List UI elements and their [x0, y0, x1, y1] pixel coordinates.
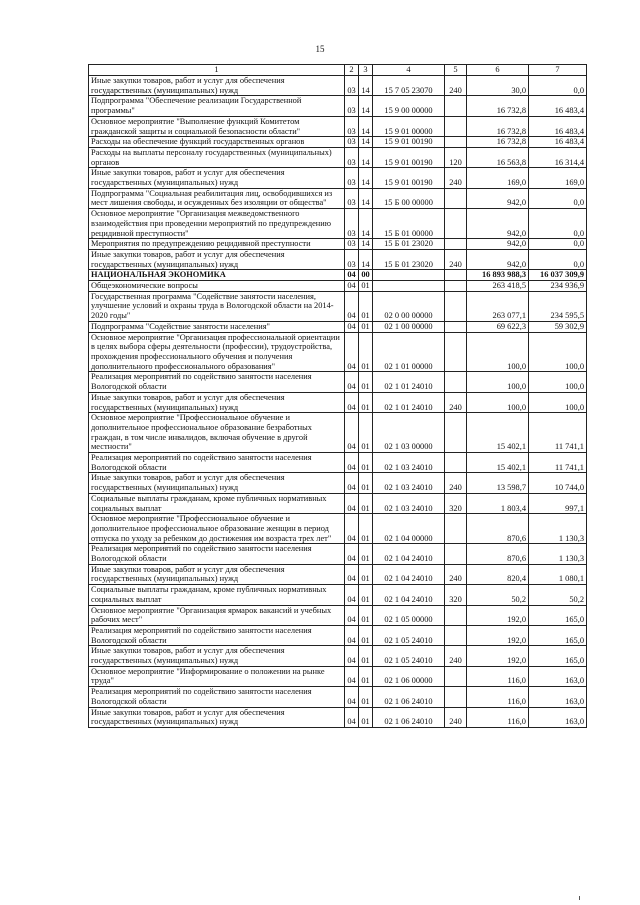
cell-expense-type: 120: [445, 147, 467, 167]
cell-name: Мероприятия по предупреждению рецидивной преступности: [89, 239, 345, 250]
cell-expense-type: [445, 544, 467, 564]
cell-target-code: 02 1 04 24010: [373, 585, 445, 605]
table-row: [89, 372, 587, 392]
cell-amount-2: 1 080,1: [529, 564, 587, 584]
cell-target-code: 02 1 05 00000: [373, 605, 445, 625]
cell-section: 04: [345, 281, 359, 292]
cell-subsection: 01: [359, 585, 373, 605]
table-row: [89, 249, 587, 269]
cell-target-code: 02 1 06 24010: [373, 707, 445, 727]
cell-amount-2: 234 595,5: [529, 291, 587, 321]
cell-expense-type: [445, 270, 467, 281]
cell-target-code: 02 1 03 00000: [373, 413, 445, 453]
cell-target-code: 15 7 05 23070: [373, 76, 445, 96]
cell-section: 04: [345, 564, 359, 584]
cell-name: Реализация мероприятий по содействию занятости населения Вологодской области: [89, 687, 345, 707]
cell-section: 04: [345, 514, 359, 544]
cell-target-code: 15 9 01 00000: [373, 116, 445, 136]
cell-expense-type: [445, 321, 467, 332]
cell-amount-1: 263 077,1: [467, 291, 529, 321]
cell-target-code: 02 1 01 24010: [373, 372, 445, 392]
cell-subsection: 14: [359, 147, 373, 167]
cell-name: Подпрограмма "Социальная реабилитация лиц, освободившихся из мест лишения свободы, и осужденных без изоляции от общества": [89, 188, 345, 208]
cell-amount-1: 16 732,8: [467, 116, 529, 136]
cell-name: Расходы на выплаты персоналу государственных (муниципальных) органов: [89, 147, 345, 167]
cell-amount-2: 16 314,4: [529, 147, 587, 167]
table-row: [89, 646, 587, 666]
cell-expense-type: 240: [445, 707, 467, 727]
cell-target-code: 15 Б 01 23020: [373, 249, 445, 269]
cell-subsection: 14: [359, 188, 373, 208]
cell-amount-1: 16 563,8: [467, 147, 529, 167]
cell-expense-type: 240: [445, 168, 467, 188]
cell-section: 03: [345, 116, 359, 136]
cell-target-code: 02 1 04 00000: [373, 514, 445, 544]
cell-amount-1: 100,0: [467, 392, 529, 412]
cell-amount-2: 100,0: [529, 372, 587, 392]
cell-target-code: 02 1 05 24010: [373, 625, 445, 645]
cell-target-code: 02 1 06 00000: [373, 666, 445, 686]
column-header: 7: [529, 65, 587, 76]
column-header: 4: [373, 65, 445, 76]
cell-amount-1: 942,0: [467, 188, 529, 208]
cell-section: 04: [345, 707, 359, 727]
cell-subsection: 01: [359, 514, 373, 544]
cell-subsection: 00: [359, 270, 373, 281]
cell-amount-1: 263 418,5: [467, 281, 529, 292]
cell-name: Реализация мероприятий по содействию занятости населения Вологодской области: [89, 544, 345, 564]
cell-amount-1: 30,0: [467, 76, 529, 96]
cell-expense-type: [445, 96, 467, 116]
column-header: 2: [345, 65, 359, 76]
cell-amount-2: 100,0: [529, 332, 587, 372]
cell-name: Основное мероприятие "Организация профессиональной ориентации в целях выбора сферы деятельности (профессии), трудоустройства, прохождения профессионального обучения и получения дополнительного профессионального образования": [89, 332, 345, 372]
cell-amount-1: 820,4: [467, 564, 529, 584]
table-row: [89, 514, 587, 544]
budget-table: [88, 64, 587, 728]
table-row: [89, 96, 587, 116]
cell-section: 03: [345, 137, 359, 148]
cell-expense-type: [445, 239, 467, 250]
cell-target-code: 15 Б 01 00000: [373, 209, 445, 239]
cell-target-code: 02 1 01 00000: [373, 332, 445, 372]
cell-section: 04: [345, 291, 359, 321]
cell-section: 04: [345, 413, 359, 453]
cell-target-code: 02 1 01 24010: [373, 392, 445, 412]
cell-name: Иные закупки товаров, работ и услуг для обеспечения государственных (муниципальных) нужд: [89, 473, 345, 493]
table-row: [89, 413, 587, 453]
cell-expense-type: [445, 332, 467, 372]
table-row: [89, 473, 587, 493]
cell-amount-1: 942,0: [467, 239, 529, 250]
cell-amount-1: 192,0: [467, 646, 529, 666]
cell-amount-2: 165,0: [529, 605, 587, 625]
cell-target-code: 15 9 01 00190: [373, 147, 445, 167]
cell-name: Основное мероприятие "Профессиональное обучение и дополнительное профессиональное образование безработных граждан, в том числе инвалидов, включая обучение в другой местности": [89, 413, 345, 453]
cell-section: 03: [345, 168, 359, 188]
cell-amount-1: 16 732,8: [467, 137, 529, 148]
cell-section: 03: [345, 147, 359, 167]
cell-subsection: 01: [359, 544, 373, 564]
cell-name: Иные закупки товаров, работ и услуг для обеспечения государственных (муниципальных) нужд: [89, 76, 345, 96]
cell-target-code: 02 1 03 24010: [373, 453, 445, 473]
budget-table-body: [89, 65, 587, 728]
cell-name: Основное мероприятие "Организация ярмарок вакансий и учебных рабочих мест": [89, 605, 345, 625]
cell-section: 04: [345, 666, 359, 686]
cell-amount-1: 16 893 988,3: [467, 270, 529, 281]
cell-subsection: 14: [359, 96, 373, 116]
cell-target-code: [373, 270, 445, 281]
cell-amount-2: 16 483,4: [529, 116, 587, 136]
table-row: [89, 453, 587, 473]
cell-section: 04: [345, 321, 359, 332]
cell-target-code: 15 9 01 00190: [373, 137, 445, 148]
cell-amount-1: 15 402,1: [467, 453, 529, 473]
cell-name: Основное мероприятие "Профессиональное обучение и дополнительное профессиональное образование женщин в период отпуска по уходу за ребенком до достижения им возраста трех лет": [89, 514, 345, 544]
table-row: [89, 168, 587, 188]
cell-target-code: 15 9 00 00000: [373, 96, 445, 116]
cell-subsection: 14: [359, 76, 373, 96]
cell-name: Социальные выплаты гражданам, кроме публичных нормативных социальных выплат: [89, 585, 345, 605]
cell-amount-1: 870,6: [467, 514, 529, 544]
cell-expense-type: [445, 188, 467, 208]
cell-expense-type: [445, 209, 467, 239]
table-row: [89, 392, 587, 412]
cell-section: 04: [345, 453, 359, 473]
cell-section: 04: [345, 646, 359, 666]
cell-subsection: 01: [359, 564, 373, 584]
cell-name: Социальные выплаты гражданам, кроме публичных нормативных социальных выплат: [89, 493, 345, 513]
cell-amount-1: 1 803,4: [467, 493, 529, 513]
cell-amount-2: 11 741,1: [529, 413, 587, 453]
table-row: [89, 625, 587, 645]
cell-amount-1: 116,0: [467, 687, 529, 707]
column-header: 6: [467, 65, 529, 76]
cell-section: 03: [345, 96, 359, 116]
cell-section: 04: [345, 372, 359, 392]
cell-subsection: 01: [359, 392, 373, 412]
cell-name: Расходы на обеспечение функций государственных органов: [89, 137, 345, 148]
cell-target-code: 02 1 05 24010: [373, 646, 445, 666]
cell-name: Иные закупки товаров, работ и услуг для обеспечения государственных (муниципальных) нужд: [89, 249, 345, 269]
cell-expense-type: 240: [445, 646, 467, 666]
cell-target-code: 15 Б 00 00000: [373, 188, 445, 208]
cell-name: НАЦИОНАЛЬНАЯ ЭКОНОМИКА: [89, 270, 345, 281]
cell-amount-2: 169,0: [529, 168, 587, 188]
cell-amount-1: 50,2: [467, 585, 529, 605]
cell-target-code: 02 1 03 24010: [373, 493, 445, 513]
cell-amount-2: 11 741,1: [529, 453, 587, 473]
table-row: [89, 605, 587, 625]
cell-name: Подпрограмма "Обеспечение реализации Государственной программы": [89, 96, 345, 116]
cell-expense-type: [445, 605, 467, 625]
table-row: [89, 147, 587, 167]
cell-target-code: 02 1 04 24010: [373, 544, 445, 564]
cell-subsection: 01: [359, 493, 373, 513]
cell-subsection: 01: [359, 372, 373, 392]
cell-amount-2: 0,0: [529, 209, 587, 239]
cell-section: 03: [345, 188, 359, 208]
cell-name: Иные закупки товаров, работ и услуг для обеспечения государственных (муниципальных) нужд: [89, 707, 345, 727]
cell-section: 04: [345, 687, 359, 707]
cell-subsection: 01: [359, 453, 373, 473]
table-row: [89, 564, 587, 584]
cell-name: Государственная программа "Содействие занятости населения, улучшение условий и охраны труда в Вологодской области на 2014-2020 годы": [89, 291, 345, 321]
cell-amount-1: 116,0: [467, 707, 529, 727]
cell-subsection: 01: [359, 291, 373, 321]
cell-amount-1: 192,0: [467, 625, 529, 645]
cell-name: Реализация мероприятий по содействию занятости населения Вологодской области: [89, 372, 345, 392]
table-row: [89, 493, 587, 513]
cell-section: 03: [345, 209, 359, 239]
table-row: [89, 209, 587, 239]
cell-expense-type: 240: [445, 392, 467, 412]
table-row: [89, 544, 587, 564]
cell-expense-type: [445, 281, 467, 292]
cell-target-code: 15 9 01 00190: [373, 168, 445, 188]
cell-section: 04: [345, 473, 359, 493]
column-header: 3: [359, 65, 373, 76]
cell-amount-1: 942,0: [467, 249, 529, 269]
cell-subsection: 14: [359, 137, 373, 148]
cell-amount-2: 16 483,4: [529, 96, 587, 116]
cell-section: 04: [345, 625, 359, 645]
cell-subsection: 14: [359, 209, 373, 239]
cell-subsection: 01: [359, 413, 373, 453]
cell-subsection: 01: [359, 666, 373, 686]
cell-amount-1: 13 598,7: [467, 473, 529, 493]
cell-amount-2: 163,0: [529, 687, 587, 707]
cell-amount-2: 0,0: [529, 239, 587, 250]
cell-amount-2: 163,0: [529, 707, 587, 727]
cell-amount-2: 100,0: [529, 392, 587, 412]
table-row: [89, 270, 587, 281]
cell-amount-2: 0,0: [529, 76, 587, 96]
cell-name: Иные закупки товаров, работ и услуг для обеспечения государственных (муниципальных) нужд: [89, 564, 345, 584]
cell-subsection: 01: [359, 646, 373, 666]
cell-amount-2: 16 483,4: [529, 137, 587, 148]
page-number: 15: [315, 44, 325, 54]
table-row: [89, 188, 587, 208]
cell-amount-1: 169,0: [467, 168, 529, 188]
cell-expense-type: 240: [445, 473, 467, 493]
cell-section: 04: [345, 392, 359, 412]
cell-amount-1: 16 732,8: [467, 96, 529, 116]
table-row: [89, 76, 587, 96]
cell-name: Иные закупки товаров, работ и услуг для обеспечения государственных (муниципальных) нужд: [89, 646, 345, 666]
cell-amount-2: 997,1: [529, 493, 587, 513]
table-row: [89, 239, 587, 250]
cell-subsection: 14: [359, 168, 373, 188]
cell-expense-type: 240: [445, 564, 467, 584]
cell-amount-2: 234 936,9: [529, 281, 587, 292]
cell-section: 04: [345, 270, 359, 281]
table-row: [89, 332, 587, 372]
cell-expense-type: [445, 413, 467, 453]
cell-amount-1: 942,0: [467, 209, 529, 239]
cell-section: 04: [345, 332, 359, 372]
table-row: [89, 585, 587, 605]
cell-expense-type: [445, 116, 467, 136]
cell-target-code: 02 1 00 00000: [373, 321, 445, 332]
cell-amount-2: 50,2: [529, 585, 587, 605]
cell-expense-type: 320: [445, 585, 467, 605]
table-row: [89, 291, 587, 321]
cell-amount-1: 100,0: [467, 332, 529, 372]
table-row: [89, 707, 587, 727]
cell-amount-2: 59 302,9: [529, 321, 587, 332]
cell-subsection: 01: [359, 332, 373, 372]
cell-amount-1: 870,6: [467, 544, 529, 564]
cell-amount-2: 1 130,3: [529, 514, 587, 544]
cell-name: Подпрограмма "Содействие занятости населения": [89, 321, 345, 332]
cell-amount-2: 163,0: [529, 666, 587, 686]
cell-target-code: 02 1 04 24010: [373, 564, 445, 584]
cell-subsection: 01: [359, 707, 373, 727]
cell-subsection: 01: [359, 473, 373, 493]
cell-section: 03: [345, 76, 359, 96]
cell-expense-type: [445, 372, 467, 392]
cell-amount-2: 0,0: [529, 249, 587, 269]
cell-subsection: 14: [359, 249, 373, 269]
cell-amount-2: 16 037 309,9: [529, 270, 587, 281]
cell-target-code: 02 1 03 24010: [373, 473, 445, 493]
table-row: [89, 687, 587, 707]
cell-subsection: 14: [359, 116, 373, 136]
cell-name: Общеэкономические вопросы: [89, 281, 345, 292]
table-row: [89, 116, 587, 136]
cell-amount-1: 69 622,3: [467, 321, 529, 332]
cell-name: Реализация мероприятий по содействию занятости населения Вологодской области: [89, 625, 345, 645]
cell-expense-type: 320: [445, 493, 467, 513]
cell-amount-2: 0,0: [529, 188, 587, 208]
cell-expense-type: [445, 625, 467, 645]
cell-amount-2: 165,0: [529, 625, 587, 645]
column-header: 5: [445, 65, 467, 76]
cell-amount-1: 116,0: [467, 666, 529, 686]
cell-subsection: 01: [359, 687, 373, 707]
cell-target-code: 02 0 00 00000: [373, 291, 445, 321]
cell-section: 03: [345, 239, 359, 250]
cell-section: 04: [345, 544, 359, 564]
cell-name: Иные закупки товаров, работ и услуг для обеспечения государственных (муниципальных) нужд: [89, 392, 345, 412]
cell-expense-type: [445, 687, 467, 707]
cell-amount-1: 100,0: [467, 372, 529, 392]
cell-amount-2: 10 744,0: [529, 473, 587, 493]
table-row: [89, 321, 587, 332]
cell-target-code: [373, 281, 445, 292]
cell-amount-1: 192,0: [467, 605, 529, 625]
cell-amount-2: 1 130,3: [529, 544, 587, 564]
table-row: [89, 281, 587, 292]
cell-name: Основное мероприятие "Выполнение функций Комитетом гражданской защиты и социальной безопасности области": [89, 116, 345, 136]
cell-subsection: 01: [359, 625, 373, 645]
cell-expense-type: 240: [445, 76, 467, 96]
cell-target-code: 15 Б 01 23020: [373, 239, 445, 250]
cell-subsection: 01: [359, 321, 373, 332]
cell-target-code: 02 1 06 24010: [373, 687, 445, 707]
cell-expense-type: [445, 453, 467, 473]
cell-expense-type: 240: [445, 249, 467, 269]
table-header-row: [89, 65, 587, 76]
cell-name: Основное мероприятие "Организация межведомственного взаимодействия при проведении мероприятий по предупреждению рецидивной преступности": [89, 209, 345, 239]
cell-name: Основное мероприятие "Информирование о положении на рынке труда": [89, 666, 345, 686]
scan-mark: [579, 896, 580, 900]
cell-subsection: 01: [359, 605, 373, 625]
cell-subsection: 14: [359, 239, 373, 250]
cell-expense-type: [445, 514, 467, 544]
cell-amount-2: 165,0: [529, 646, 587, 666]
cell-amount-1: 15 402,1: [467, 413, 529, 453]
table-row: [89, 137, 587, 148]
cell-expense-type: [445, 137, 467, 148]
cell-subsection: 01: [359, 281, 373, 292]
cell-name: Реализация мероприятий по содействию занятости населения Вологодской области: [89, 453, 345, 473]
cell-section: 04: [345, 585, 359, 605]
table-row: [89, 666, 587, 686]
cell-expense-type: [445, 291, 467, 321]
cell-section: 04: [345, 605, 359, 625]
cell-section: 03: [345, 249, 359, 269]
cell-expense-type: [445, 666, 467, 686]
cell-name: Иные закупки товаров, работ и услуг для обеспечения государственных (муниципальных) нужд: [89, 168, 345, 188]
cell-section: 04: [345, 493, 359, 513]
column-header: 1: [89, 65, 345, 76]
